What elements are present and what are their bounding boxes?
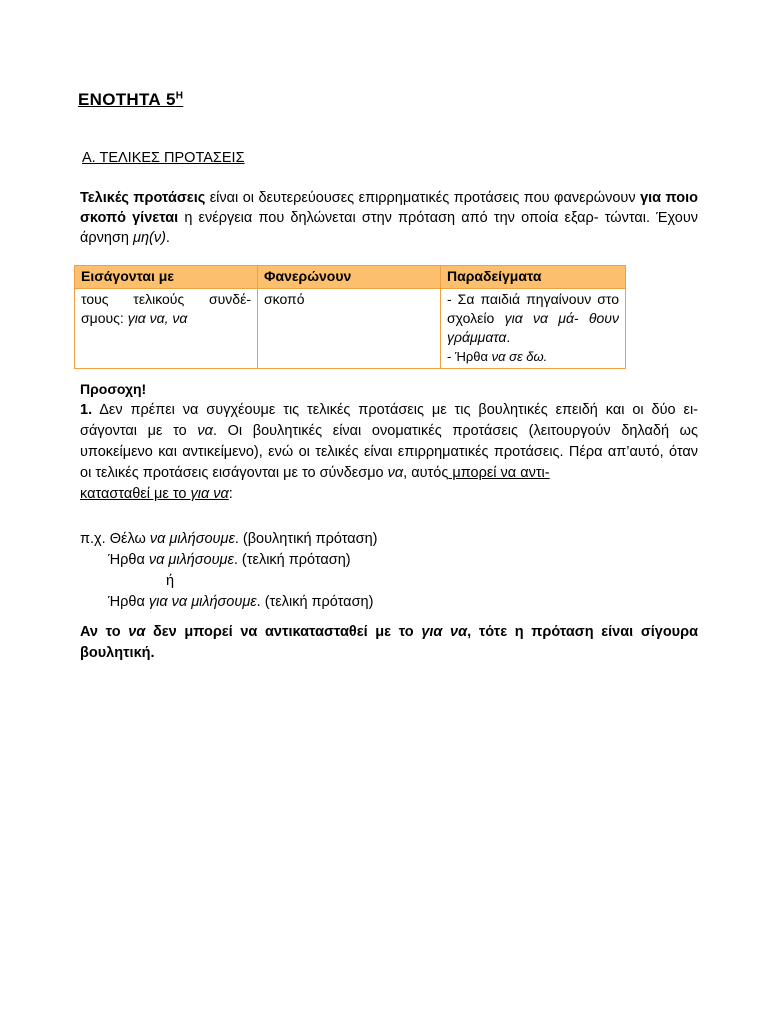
example-or: ή: [166, 573, 175, 589]
conclusion-paragraph: [80, 622, 698, 664]
unit-title-superscript: Η: [175, 90, 184, 102]
table-example-2-text: - Ήρθα: [447, 349, 492, 364]
table-cell-conjunctions: [75, 289, 258, 369]
table-header-row: [75, 266, 626, 289]
table-example-1: [447, 290, 619, 347]
table-row: [75, 289, 626, 369]
intro-text-2: η ενέργεια που δηλώνεται στην πρόταση από την οποία εξαρ- τώνται. Έχουν άρνηση: [80, 210, 698, 246]
table-example-1-italic: για να μά- θουν γράμματα: [447, 310, 619, 345]
table-example-1-end: .: [506, 329, 511, 345]
example-2-italic: να μιλήσουμε: [148, 552, 234, 568]
note-number: 1.: [80, 402, 93, 418]
example-1-italic: να μιλήσουμε: [149, 531, 235, 547]
note-na-2: να: [387, 465, 404, 481]
table-example-2-italic: να σε δω.: [491, 349, 548, 364]
unit-title: [78, 90, 183, 110]
table-example-2: [447, 347, 619, 366]
section-title: Α. ΤΕΛΙΚΕΣ ΠΡΟΤΑΣΕΙΣ: [82, 150, 245, 166]
example-1-text: π.χ. Θέλω: [80, 531, 150, 547]
note-underlined-2: κατασταθεί με το: [80, 486, 191, 502]
note-text-1: Δεν πρέπει να συγχέουμε τις τελικές προτάσεις με τις βουλητικές επειδή και οι δύο ει- σάγονται με το: [80, 402, 698, 439]
intro-paragraph: [80, 188, 698, 248]
intro-text-1: είναι οι δευτερεύουσες επιρρηματικές προτάσεις που φανερώνουν: [205, 190, 641, 206]
note-underlined-italic: για να: [190, 486, 229, 502]
examples-block: [80, 529, 378, 613]
summary-table: [74, 265, 626, 369]
note-text-2: . Οι βουλητικές είναι ονοματικές προτάσεις (λειτουργούν δηλαδή ως υποκείμενο και αντικείμενο), ενώ οι τελικές είναι επιρρηματικές προτάσεις. Πέρα απ’αυτό, όταν οι τελικές προτάσεις εισάγονται με το σύνδεσμο: [80, 423, 698, 481]
note-underlined-line: [80, 486, 229, 502]
example-line-3: [80, 592, 378, 613]
conclusion-italic-1: να: [128, 624, 146, 640]
note-text-3: , αυτός: [403, 465, 449, 481]
intro-negation: μη(ν): [133, 230, 166, 246]
conclusion-text-1: Αν το: [80, 624, 129, 640]
example-line-2: [80, 550, 378, 571]
table-header-introduced-with: Εισάγονται με: [75, 266, 258, 289]
table-cell-purpose: σκοπό: [258, 289, 441, 369]
example-2-text: Ήρθα: [108, 552, 149, 568]
note-paragraph: [80, 400, 698, 505]
intro-term: Τελικές προτάσεις: [80, 190, 206, 206]
example-3-text: Ήρθα: [108, 594, 149, 610]
conclusion-text-3: , τότε η πρόταση είναι σίγουρα βουλητική.: [80, 624, 699, 661]
example-3-italic: για να μιλήσουμε: [148, 594, 257, 610]
table-header-express: Φανερώνουν: [258, 266, 441, 289]
note-underlined-1: μπορεί να αντι-: [448, 465, 550, 481]
intro-text-3: .: [165, 230, 170, 246]
example-3-label: . (τελική πρόταση): [256, 594, 374, 610]
table-cell-examples: [441, 289, 626, 369]
note-text-4: :: [228, 486, 233, 502]
example-1-label: . (βουλητική πρόταση): [234, 531, 378, 547]
conjunctions-italic: για να, να: [127, 310, 188, 326]
table-example-1-text: - Σα παιδιά πηγαίνουν στο σχολείο: [447, 291, 619, 326]
example-2-label: . (τελική πρόταση): [233, 552, 351, 568]
note-na-1: να: [197, 423, 213, 439]
conclusion-italic-2: για να: [421, 624, 468, 640]
example-line-1: [80, 529, 378, 550]
note-title: Προσοχη!: [80, 381, 147, 397]
table-header-examples: Παραδείγματα: [441, 266, 626, 289]
conjunctions-text: τους τελικούς συνδέ- σμους:: [81, 291, 251, 326]
intro-bold-phrase: για ποιο σκοπό γίνεται: [80, 190, 698, 226]
unit-title-text: ΕΝΟΤΗΤΑ 5: [78, 90, 176, 109]
conclusion-text-2: δεν μπορεί να αντικατασταθεί με το: [145, 624, 422, 640]
